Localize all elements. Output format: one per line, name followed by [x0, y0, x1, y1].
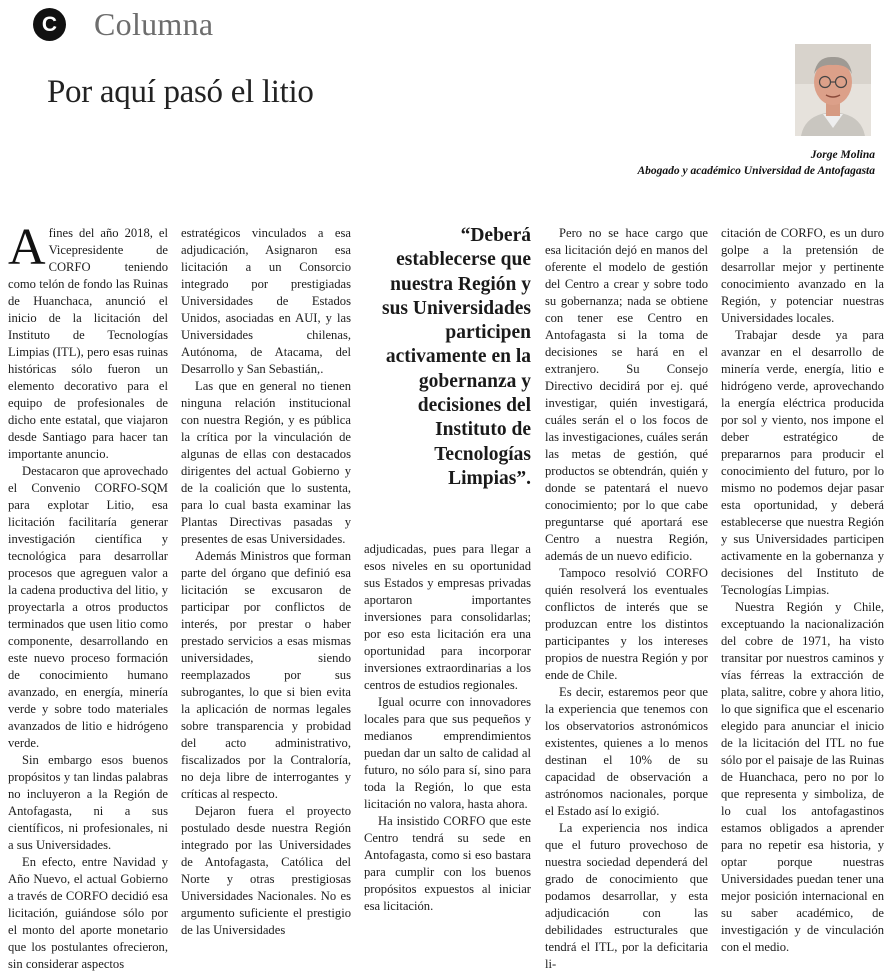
paragraph: Destacaron que aprovechado el Convenio CORFO-SQM para explotar Litio, esa licitación facilitaría generar investigación científica y tecnológica para desarrollar procesos que agreguen valor a la cadena productiva del litio, y proyectarla a otros productos terminados que usen litio como componente, desarrollando en este nuevo proceso formación de conocimiento humano avanzado, en energía, minería verde y sobre todo materiales avanzados de litio e hidrógeno verde.	[8, 464, 168, 750]
author-byline	[637, 147, 875, 179]
article-column-5	[721, 225, 884, 956]
paragraph: Igual ocurre con innovadores locales para que sus pequeños y medianos emprendimientos puedan dar un salto de calidad al futuro, no sólo para sí, sino para toda la Región, lo que esta licitación no valora, hasta ahora.	[364, 695, 531, 811]
article-column-4	[545, 225, 708, 973]
paragraph: adjudicadas, pues para llegar a esos niveles en su oportunidad sus Estados y empresas privadas aportaron importantes inversiones para consolidarlas; por eso esta licitación era una oportunidad para incorporar inversiones extraordinarias a los centros de estudios regionales.	[364, 542, 531, 692]
paragraph: Las que en general no tienen ninguna relación institucional con nuestra Región, y es pública la crítica por la vinculación de algunas de ellas con destacados dirigentes del actual Gobierno y de la coalición que lo sustenta, para lo cual basta examinar las Plantas Directivas pasadas y presentes de esas Universidades.	[181, 379, 351, 546]
drop-cap: A	[8, 219, 46, 276]
paragraph: citación de CORFO, es un duro golpe a la pretensión de desarrollar mejor y pertinente conocimiento avanzado en la Región, y potenciar nuestras Universidades locales.	[721, 226, 884, 325]
paragraph-text: fines del año 2018, el Vicepresidente de CORFO teniendo como telón de fondo las Ruinas de Huanchaca, anunció el inicio de la licitación del Instituto de Tecnologías Limpias (ITL), pero esas ruinas históricas sólo fueron un elemento decorativo para el equipo de profesionales de dicho ente estatal, que viajaron desde Santiago para hacer tan importante anuncio.	[8, 226, 168, 461]
pull-quote: “Deberá establecerse que nuestra Región y sus Universidades participen activamente en la gobernanza y decisiones del Instituto de Tecnologías Limpias”.	[382, 225, 531, 489]
paragraph: Trabajar desde ya para avanzar en el desarrollo de minería verde, energía, litio e hidrógeno verde, aprovechando la energía eléctrica producida por sol y viento, nos impone el deber estratégico de prepararnos para producir el conocimiento del futuro, por lo mismo no podemos dejar pasar esta oportunidad, y deberá establecerse que nuestra Región y sus Universidades participen activamente en la gobernanza y decisiones del Instituto de Tecnologías Limpias.	[721, 328, 884, 597]
paragraph: Además Ministros que forman parte del órgano que definió esa licitación se excusaron de participar por conflictos de interés, por prestar o haber prestado servicios a esas mismas universidades, siendo reemplazados por sus subrogantes, lo que si bien evita la aplicación de normas legales sobre transparencia y probidad del acto administrativo, fiscalizados por la Contraloría, no deja libre de interrogantes y críticas al respecto.	[181, 549, 351, 801]
paragraph: Pero no se hace cargo que esa licitación dejó en manos del oferente el modelo de gestión del Centro a crear y sobre todo su gobernanza; nada se obtiene con tener ese Centro en Antofagasta si la toma de decisiones se hará en el extranjero. Su Consejo Directivo decidirá por ej. qué investigar, quién investigará, cuáles serán el o los focos de las investigaciones, cuáles serán las metas de gestión, qué productos se obtendrán, quién y donde se patentará el nuevo conocimiento; por lo que cabe preguntarse qué aportará ese Centro a nuestra Región, además de un nuevo edificio.	[545, 226, 708, 563]
section-badge: C	[33, 8, 66, 41]
paragraph: En efecto, entre Navidad y Año Nuevo, el actual Gobierno a través de CORFO decidió esa licitación, guiándose sólo por el monto del aporte monetario que los postulantes ofrecieron, sin considerar aspectos	[8, 855, 168, 971]
author-name: Jorge Molina	[810, 149, 875, 161]
paragraph: Nuestra Región y Chile, exceptuando la nacionalización del cobre de 1971, ha visto transitar por nuestros caminos y vías férreas la extracción de plata, salitre, cobre y ahora litio, lo que significa que el escenario elegido para anunciar el inicio de la licitación del ITL no fue sólo por el paisaje de las Ruinas de Huanchaca, pero no por lo que representa y simboliza, de lo cual los antofagastinos estamos obligados a aprender para no repetir esa historia, y optar porque nuestras Universidades puedan tener una mejor posición internacional en su saber académico, de investigación y de vinculación con el medio.	[721, 600, 884, 954]
paragraph: La experiencia nos indica que el futuro provechoso de nuestra sociedad dependerá del grado de conocimiento que podamos desarrollar, y esta adjudicación con las debilidades estructurales que tendrá el ITL, por la deficitaria li-	[545, 821, 708, 971]
author-role: Abogado y académico Universidad de Antofagasta	[637, 165, 875, 177]
paragraph: Tampoco resolvió CORFO quién resolverá los eventuales conflictos de interés que se produzcan entre los distintos participantes y los intereses propios de nuestra Región y por ende de Chile.	[545, 566, 708, 682]
headline: Por aquí pasó el litio	[47, 74, 314, 110]
article-column-3	[364, 541, 531, 915]
paragraph: Sin embargo esos buenos propósitos y tan lindas palabras no incluyeron a la Región de Antofagasta, ni a sus científicos, ni profesionales, ni a sus Universidades.	[8, 753, 168, 852]
article-column-2	[181, 225, 351, 939]
paragraph: estratégicos vinculados a esa adjudicación, Asignaron esa licitación a un Consorcio integrado por prestigiadas Universidades de Estados Unidos, asociadas en AUI, y las Universidades chilenas, Autónoma, de Atacama, del Desarrollo y San Sebastián,.	[181, 226, 351, 376]
author-photo	[795, 44, 871, 136]
paragraph: Ha insistido CORFO que este Centro tendrá su sede en Antofagasta, como si eso bastara para cumplir con los buenos propósitos expuestos al iniciar esa licitación.	[364, 814, 531, 913]
paragraph	[8, 219, 168, 463]
paragraph: Es decir, estaremos peor que la experiencia que tenemos con los observatorios astronómicos existentes, quienes a lo menos destinan el 10% de su capacidad de observación a astrónomos nacionales, porque el Estado así lo exigió.	[545, 685, 708, 818]
section-label: Columna	[94, 6, 214, 42]
paragraph: Dejaron fuera el proyecto postulado desde nuestra Región integrado por las Universidades de Antofagasta, Católica del Norte y otras prestigiosas Universidades Nacionales. No es argumento suficiente el prestigio de las Universidades	[181, 804, 351, 937]
article-column-1	[8, 219, 168, 973]
